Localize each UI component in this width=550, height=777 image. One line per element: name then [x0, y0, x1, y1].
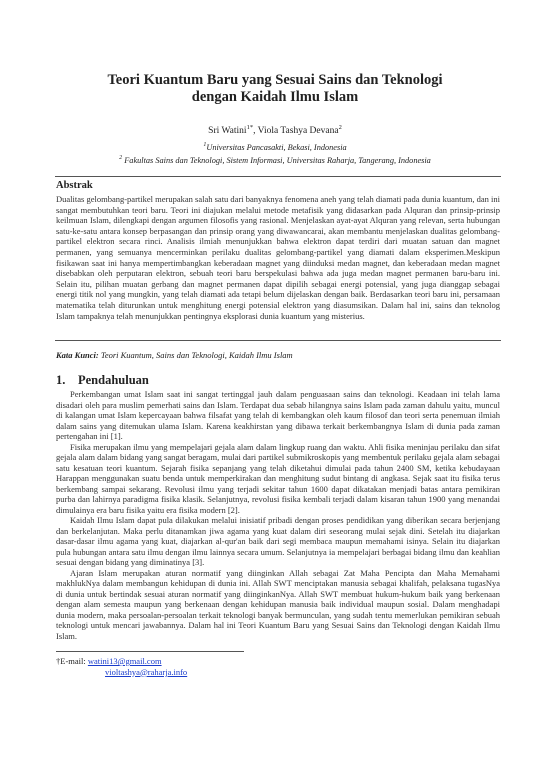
abstract-text: Dualitas gelombang-partikel merupakan salah satu dari banyaknya fenomena aneh yang telah diamati pada dunia kuantum, dan ini sangat membutuhkan teori baru. Teori ini diajukan melalui metode metafisik yang didasarkan pada Alquran dan prinsip-prinsip keilmuan Islam, dilengkapi dengan argumen filosofis yang rasional. Menjelaskan ayat-ayat Alquran yang relevan, serta hubungan satu-ke-satu antara konsep berpasangan dan prinsip orang yang diwawancarai, akan membantu menjelaskan dualitas gelombang-partikel elektron secara rinci. Analisis ilmiah menunjukkan bahwa elektron dapat terdiri dari muatan satuan dan magnet permanen, yang semuanya mencerminkan perilaku dualitas gelombang-partikel yang diamati dalam eksperimen.Meskipun fisikawan saat ini hanya mempertimbangkan keberadaan magnet yang diinduksi medan magnet, dan keberadaan medan magnet disebabkan oleh perputaran elektron, sebuah teori baru berspekulasi bahwa ada juga medan magnet permanen baru-baru ini. Selain itu, pilihan muatan gerbang dan magnet permanen dapat dipilih sebagai energi potensial, yang juga dianggap sebagai energi titik nol yang mungkin, yang telah diamati ada tetapi belum dijelaskan dengan baik. Berdasarkan teori baru ini, persamaan matematika telah diturunkan untuk menghitung energi potensial elektron yang diasumsikan. Dalam hal ini, sains dan teknolog Islam tampaknya telah menunjukkan pentingnya eksplorasi dunia kuantum yang misterius.	[56, 194, 500, 321]
abstract-heading: Abstrak	[56, 180, 93, 191]
author-name: Sri Watini	[208, 126, 247, 137]
paper-title-line-2: dengan Kaidah Ilmu Islam	[191, 89, 359, 105]
section-number: 1.	[56, 373, 66, 387]
author-list	[0, 124, 550, 136]
section-title: Pendahuluan	[78, 373, 149, 387]
paper-title-line-1: Teori Kuantum Baru yang Sesuai Sains dan Teknologi	[107, 72, 443, 88]
paragraph: Fisika merupakan ilmu yang mempelajari gejala alam dalam lingkup ruang dan waktu. Ahli fisika meninjau perilaku dan sifat gejala alam dalam bidang yang sangat beragam, mulai dari partikel submikroskopis yang membentuk perilaku gejala alam sebagai satu kesatuan teori kuantum. Sejarah fisika sepanjang yang telah diketahui dimulai pada tahun 2400 SM, ketika kebudayaan Harappan menggunakan suatu benda untuk memperkirakan dan menghitung sudut bintang di angkasa. Sejak saat itu fisika terus berkembang sampai sekarang. Revolusi ilmu yang terjadi sekitar tahun 1600 dapat dikatakan menjadi batas antara pemikiran purba dan lahirnya paradigma fisika klasik. Selanjutnya, revolusi fisika kembali terjadi dalam kisaran tahun 1900 yang menandai dimulainya era baru fisika yaitu era fisika modern [2].	[56, 441, 500, 515]
keywords	[56, 350, 293, 360]
author-name: Viola Tashya Devana	[257, 126, 339, 137]
affiliation-text: Fakultas Sains dan Teknologi, Sistem Informasi, Universitas Raharja, Tangerang, Indonesia	[122, 155, 431, 165]
section-body	[56, 389, 500, 641]
footnote	[56, 656, 187, 677]
author-mark: 1*	[246, 124, 254, 131]
footnote-mark: †	[56, 656, 61, 666]
keywords-label: Kata Kunci:	[56, 350, 99, 360]
email-link[interactable]: watini13@gmail.com	[87, 656, 162, 666]
affiliation-mark: 2	[119, 155, 123, 161]
paragraph: Ajaran Islam merupakan aturan normatif yang diinginkan Allah sebagai Zat Maha Pencipta dan Maha Memahami makhlukNya dalam membangun kehidupan di dunia ini. Allah SWT menciptakan manusia sebagai khalifah, pelaksana tugasNya di dunia untuk bertindak sesuai aturan normatif yang diinginkanNya. Allah SWT membuat hukum-hukum baik yang berkenaan dengan alam semesta maupun yang berkenaan dengan kehidupan manusia baik individual maupun sosial. Dalam menghadapi dunia modern, maka persoalan-persoalan terkait teknologi banyak bermunculan, yang sudah tentu memerlukan pemikiran sebuah teknologi untuk mencari jawabannya. Dalam hal ini Teori Kuantum Baru yang Sesuai Sains dan Teknologi dengan Kaidah Ilmu Islam.	[56, 567, 500, 641]
affiliation-mark: 1	[203, 142, 207, 148]
footnote-row-1	[56, 656, 187, 667]
affiliation-1	[0, 142, 550, 152]
author-mark: 2	[338, 124, 342, 131]
affiliation-2	[0, 155, 550, 165]
footnote-divider	[56, 651, 244, 652]
section-heading	[56, 373, 149, 388]
footnote-row-2	[56, 667, 187, 678]
abstract-top-divider	[55, 176, 501, 177]
keywords-text: Teori Kuantum, Sains dan Teknologi, Kaidah Ilmu Islam	[98, 350, 293, 360]
affiliation-text: Universitas Pancasakti, Bekasi, Indonesia	[206, 142, 347, 152]
email-link[interactable]: violtashya@raharja.info	[105, 666, 188, 677]
footnote-label: E-mail:	[60, 656, 86, 666]
paragraph: Perkembangan umat Islam saat ini sangat tertinggal jauh dalam penguasaan sains dan teknologi. Keadaan ini telah lama disadari oleh para muslim pemerhati sains dan Islam. Terdapat dua sebab hilangnya sains Islam pada zaman dahulu yaitu, muncul di kalangan umat Islam kepercayaan bahwa filsafat yang telah di kembangkan oleh kaum filosof dan teori serta penemuan ilmiah dalam sains yang ditemukan ulama Islam. Karena keakhirstan yang dibawa terkait berkembangnya Islam di dunia pada zaman pertengahan ini [1].	[56, 389, 500, 441]
author-separator: ,	[253, 126, 258, 137]
abstract-bottom-divider	[55, 340, 501, 341]
paragraph: Kaidah Ilmu Islam dapat pula dilakukan melalui inisiatif pribadi dengan proses pendidikan yang diberikan secara berjenjang dan berkelanjutan. Maka perlu ditanamkan jiwa agama yang kuat dalam diri seseorang mulai sejak dini. Setelah itu diajarkan dasar-dasar ilmu agama yang kuat, diajarkan al-qur'an baik dari segi membaca maupun memahami isinya. Selain itu diajarkan pula hubungan antara satu ilmu dengan ilmu lainnya secara umum. Selanjutnya ia mempelajari berbagai bidang ilmu dan keahlian sesuai dengan bidang yang diminatinya [3].	[56, 515, 500, 567]
